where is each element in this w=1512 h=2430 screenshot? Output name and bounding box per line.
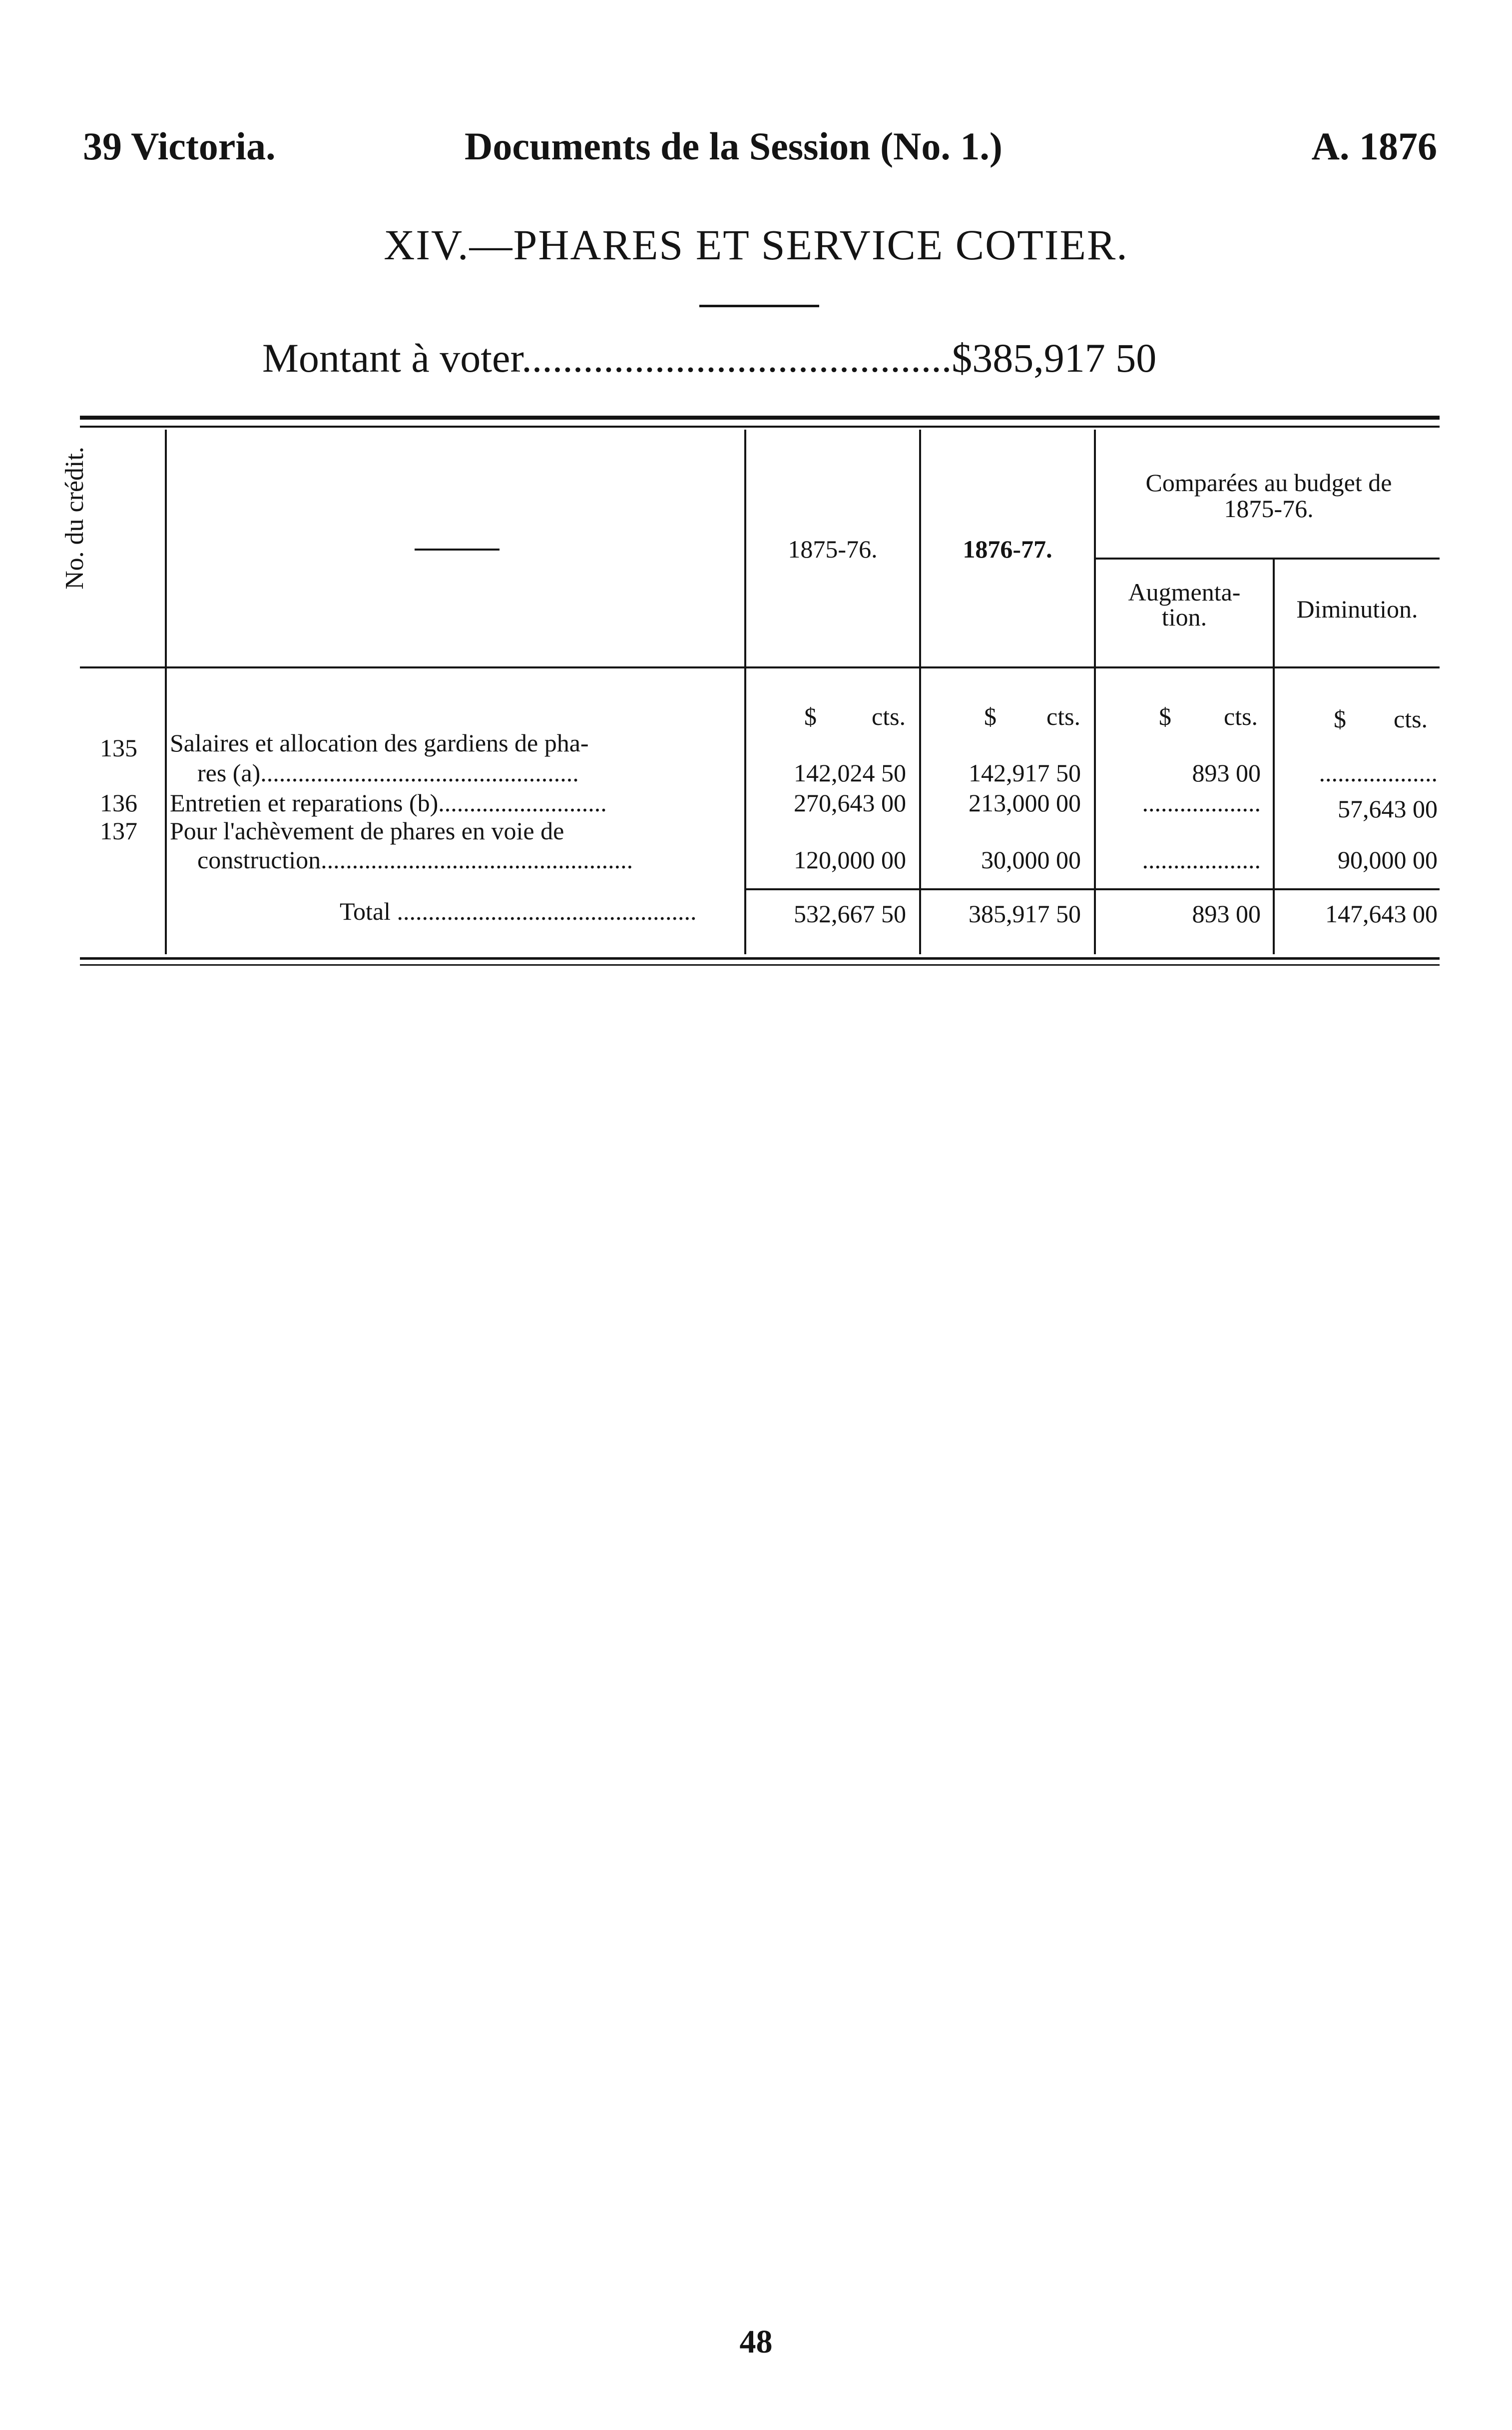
page-number: 48 (739, 2324, 773, 2360)
header-volume: 39 Victoria. (83, 124, 276, 168)
row-value-augmentation: ................... (1142, 846, 1261, 874)
table-top-rule-thin (80, 426, 1440, 428)
header-document-title: Documents de la Session (No. 1.) (465, 124, 1003, 168)
table-bottom-rule-thin (80, 964, 1440, 966)
row-value-augmentation: ................... (1142, 789, 1261, 817)
row-value-1875: 270,643 00 (794, 789, 906, 817)
row-description-cont: construction.................................................. (197, 846, 633, 874)
row-value-1876: 142,917 50 (969, 759, 1081, 787)
row-description: Entretien et reparations (b)........................... (170, 789, 607, 817)
col-divider-desc (744, 430, 746, 954)
row-value-diminution: ................... (1319, 759, 1438, 787)
row-value-1875: 142,024 50 (794, 759, 906, 787)
table-bottom-rule (80, 957, 1440, 960)
header-compared: Comparées au budget de 1875-76. (1145, 469, 1392, 523)
page-header (0, 124, 1512, 184)
unit-cents-1876: cts. (1046, 702, 1081, 730)
row-number: 135 (100, 734, 137, 762)
header-1876: 1876-77. (963, 535, 1052, 563)
row-value-diminution: 57,643 00 (1338, 795, 1438, 823)
row-description-cont: res (a)................................................... (197, 759, 579, 787)
header-year: A. 1876 (1311, 124, 1437, 168)
row-value-augmentation: 893 00 (1192, 759, 1261, 787)
unit-cents-1875: cts. (872, 702, 906, 730)
row-number: 136 (100, 789, 137, 817)
unit-dollar-dim: $ (1334, 705, 1346, 733)
row-value-diminution: 90,000 00 (1338, 846, 1438, 874)
total-value-1875: 532,667 50 (794, 900, 906, 928)
row-value-1876: 213,000 00 (969, 789, 1081, 817)
header-1875: 1875-76. (788, 535, 878, 563)
section-title: XIV.—PHARES ET SERVICE COTIER. (384, 221, 1128, 269)
unit-dollar-1875: $ (804, 702, 817, 730)
col-divider-no (165, 430, 167, 954)
row-description: Salaires et allocation des gardiens de pha- (170, 729, 589, 757)
amount-leader-dots: .......................................... (521, 335, 952, 381)
total-label: Total ................................................ (340, 897, 697, 925)
compared-subheader-rule (1094, 558, 1440, 560)
row-description: Pour l'achèvement de phares en voie de (170, 817, 564, 845)
header-no-credit: No. du crédit. (60, 447, 89, 590)
unit-cents-dim: cts. (1394, 705, 1428, 733)
amount-value: $385,917 50 (952, 335, 1157, 381)
title-underline (699, 305, 819, 307)
row-value-1876: 30,000 00 (981, 846, 1081, 874)
header-description-dash (415, 549, 500, 551)
header-augmentation: Augmenta-tion. (1128, 578, 1241, 631)
unit-dollar-aug: $ (1159, 702, 1171, 730)
unit-dollar-1876: $ (984, 702, 997, 730)
total-value-augmentation: 893 00 (1192, 900, 1261, 928)
amount-label: Montant à voter (262, 335, 522, 381)
header-bottom-rule (80, 666, 1440, 668)
row-number: 137 (100, 817, 137, 845)
amount-to-vote (262, 335, 1261, 382)
col-divider-1875 (919, 430, 921, 954)
col-divider-1876 (1094, 430, 1096, 954)
table-top-rule (80, 416, 1440, 420)
header-diminution: Diminution. (1296, 595, 1418, 623)
total-value-1876: 385,917 50 (969, 900, 1081, 928)
unit-cents-aug: cts. (1224, 702, 1258, 730)
row-value-1875: 120,000 00 (794, 846, 906, 874)
total-top-rule (744, 888, 1440, 890)
total-value-diminution: 147,643 00 (1325, 900, 1438, 928)
